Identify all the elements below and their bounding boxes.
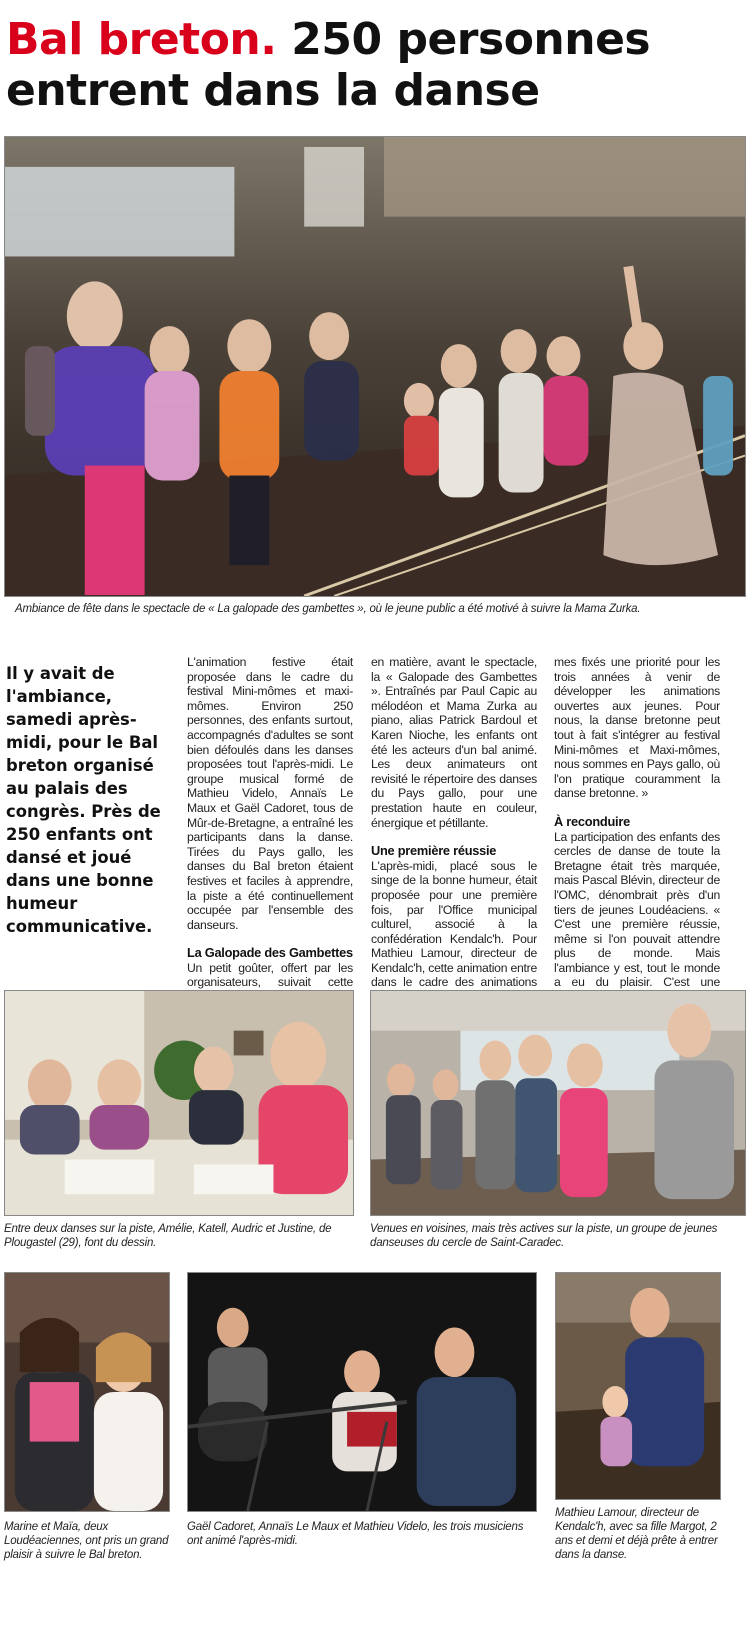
article-subhead: À reconduire (554, 813, 630, 829)
headline-kicker: Bal breton. (6, 14, 277, 65)
article-paragraph: Un petit goûter, offert par les organisateurs, suivait cette (187, 960, 353, 990)
article-paragraph: en matière, avant le spectacle, la « Galopade des Gambettes ». Entraînés par Paul Capic au mélodéon et Mama Zurka au piano, alias Patrick Bardoul et Karen Nioche, les enfants ont été les acteurs d'un bal animé. Les deux animateurs ont revisité le répertoire des danses du Pays gallo, pour une prestation haute en couleur, énergique et pétillante. (371, 655, 537, 830)
girls-photo (4, 1272, 170, 1512)
dancers-photo (370, 990, 746, 1216)
main-photo (4, 136, 746, 597)
drawing-photo-image (5, 991, 353, 1215)
musicians-photo-image (188, 1273, 536, 1511)
headline-title-line1: 250 personnes (291, 14, 651, 65)
musicians-photo-caption: Gaël Cadoret, Annaïs Le Maux et Mathieu Videlo, les trois musiciens ont animé l'après-midi. (187, 1521, 524, 1547)
headline (6, 14, 744, 116)
drawing-photo (4, 990, 354, 1216)
article-column-1 (187, 655, 353, 1005)
article-paragraph: La participation des enfants des cercles de danse de toute la Bretagne était très marquée, mais Pascal Blévin, directeur de l'OMC, dénombrait près d'un tiers de jeunes Loudéaciens. « C'est une première réussie, même si l'on pouvait attendre plus de monde. Mais l'ambiance y est, tout le monde a eu du plaisir. C'est une (554, 829, 720, 990)
article-paragraph: L'animation festive était proposée dans le cadre du festival Mini-mômes et maxi-mômes. Environ 250 personnes, des enfants surtout, accompagnés d'adultes se sont bien défoulés dans les danses proposées tout l'après-midi. Le groupe musical formé de Mathieu Videlo, Annaïs Le Maux et Gaël Cadoret, tous de Mûr-de-Bretagne, a entraîné les participants dans la danse. Tirées du Pays gallo, les danses du Bal breton étaient festives et faciles à apprendre, la piste a été continuellement occupée par l'ensemble des danseurs. (187, 655, 353, 932)
musicians-photo (187, 1272, 537, 1512)
father-photo-image (556, 1273, 720, 1499)
article-paragraph: L'après-midi, placé sous le singe de la bonne humeur, était proposée pour une première fois, par l'Office municipal culturel, associé à la confédération Kendalc'h. Pour Mathieu Lamour, directeur de Kendalc'h, cette animation entre dans le cadre des animations (371, 858, 537, 990)
article-column-3 (554, 655, 720, 1019)
dancers-photo-image (371, 991, 745, 1215)
article-paragraph: mes fixés une priorité pour les trois années à venir de développer les animations ouvertes aux jeunes. Pour nous, la danse bretonne peut tout à fait s'intégrer au festival Mini-mômes et Maxi-mômes, nous sommes en Pays gallo, où l'on pratique couramment la danse bretonne. » (554, 655, 720, 801)
headline-title-line2: entrent dans la danse (6, 65, 540, 116)
father-photo (555, 1272, 721, 1500)
dancers-photo-caption: Venues en voisines, mais très actives sur la piste, un groupe de jeunes danseuses du cercle de Saint-Caradec. (370, 1223, 718, 1249)
article-lead: Il y avait de l'ambiance, samedi après-midi, pour le Bal breton organisé au palais des congrès. Près de 250 enfants ont dansé et joué dans une bonne humeur communicative. (6, 664, 161, 936)
main-photo-caption: Ambiance de fête dans le spectacle de « La galopade des gambettes », où le jeune public a été motivé à suivre la Mama Zurka. (15, 603, 641, 615)
article-subhead: La Galopade des Gambettes (187, 945, 353, 961)
drawing-photo-caption: Entre deux danses sur la piste, Amélie, Katell, Audric et Justine, de Plougastel (29), font du dessin. (4, 1223, 332, 1249)
father-photo-caption: Mathieu Lamour, directeur de Kendalc'h, avec sa fille Margot, 2 ans et demi et déjà prête à entrer dans la danse. (555, 1507, 718, 1561)
girls-photo-caption: Marine et Maïa, deux Loudéaciennes, ont pris un grand plaisir à suivre le Bal breton. (4, 1521, 169, 1561)
main-photo-image (5, 137, 745, 596)
article-subhead: Une première réussie (371, 843, 497, 859)
girls-photo-image (5, 1273, 169, 1511)
article-column-2 (371, 655, 537, 1019)
